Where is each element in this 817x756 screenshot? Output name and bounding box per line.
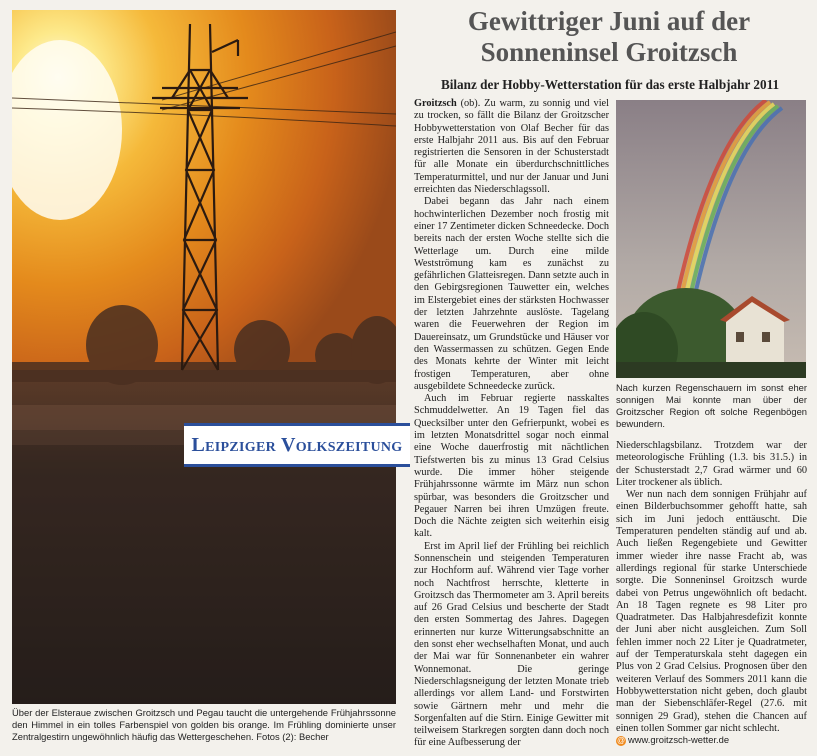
- article-subheadline: Bilanz der Hobby-Wetterstation für das erste Halbjahr 2011: [440, 77, 780, 92]
- photo2-caption: Nach kurzen Regenschauern im sonst eher sonnigen Mai konnte man über der Groitzscher Region oft solche Regenbögen bewundern.: [616, 382, 807, 429]
- dateline: Groitzsch: [414, 98, 457, 109]
- paragraph-6: Wer nun nach dem sonnigen Frühjahr auf einen Bilderbuchsommer gehofft hatte, sah sich im Juni jedoch enttäuscht. Die Temperaturen pendelten ständig auf und ab. Auch ließen Regengebiete und Gewitter immer wieder ihre nasse Fracht ab, was allerdings regional für starke Unterschiede sorgte. Die Sonneninsel Groitzsch wurde dabei von Petrus ungewöhnlich oft bedacht. An 18 Tagen regnete es 98 Liter pro Quadratmeter. Das Halbjahresdefizit konnte der Juni aber nicht ausgleichen. Zum Soll fehlen immer noch 22 Liter je Quadratmeter, auf der Temperaturskala steht dagegen ein Plus von 2 Grad Celsius. Prognosen über den weiteren Verlauf des Sommers 2011 kann die Hobbywetterstation nicht geben, doch glaubt man der Siebenschläfer-Regel (27.6. mit sonnigen 29 Grad), stehen die Chancen auf einen tollen Sommer gar nicht schlecht.: [616, 489, 807, 734]
- rainbow-photo-graphic: [616, 100, 806, 378]
- photo-rainbow: [616, 100, 806, 378]
- photo-sunset-pylon: [12, 10, 396, 704]
- newspaper-logo: [184, 423, 410, 467]
- article-column-2: [616, 440, 807, 750]
- article-column-1: [414, 98, 609, 750]
- sunset-photo-graphic: [12, 10, 396, 704]
- paragraph-4: Erst im April lief der Frühling bei reichlich Sonnenschein und steigenden Temperaturen zur Hochform auf. Während vier Tage vorher noch Nachtfrost herrschte, kletterte in Groitzsch das Thermometer am 3. April bereits auf 26 Grad Celsius und bescherte der Stadt den ersten Sommertag des Jahres. Dagegen erinnerten nur kurze Witterungsabschnitte an den sonst eher wechselhaften Monat, und auch der Mai war für Sonnenanbeter ein wahrer Wonnemonat. Die geringe Niederschlagsneigung der letzten Monate trieb allerdings vor allem Land- und Forstwirten sowie Gärtnern mehr und mehr die Sorgenfalten auf die Stirn. Einige Gewitter mit teilweisem Starkregen sorgten dann doch noch für eine Aufbesserung der: [414, 540, 609, 749]
- paragraph-1: [414, 98, 609, 196]
- photo1-caption: Über der Elsteraue zwischen Groitzsch und Pegau taucht die untergehende Frühjahrssonne den Himmel in ein tolles Farbenspiel von golden bis orange. Im Frühling dominierte unser Zentralgestirn ungewöhnlich häufig das Wettergeschehen. Fotos (2): Becher: [12, 707, 396, 742]
- website-url: www.groitzsch-wetter.de: [628, 734, 730, 745]
- logo-text: Leipziger Volkszeitung: [191, 433, 403, 456]
- paragraph-1-text: (ob). Zu warm, zu sonnig und viel zu trocken, so fällt die Bilanz der Groitzscher Hobbywetterstation von Olaf Becher für das erste Halbjahr 2011 aus. Bis auf den Februar registrierten die Sensoren in der Schusterstadt für alle Monate ein überdurchschnittliches Temperaturmittel, und nur der Januar und Juni erreichten das Niederschlagssoll.: [414, 98, 609, 196]
- website-credit: [616, 734, 729, 746]
- paragraph-3: Auch im Februar regierte nasskaltes Schmuddelwetter. An 19 Tagen fiel das Quecksilber unter den Gefrierpunkt, wobei es im letzten Monatsdrittel sogar noch einmal eine Woche dauerfrostig mit nächtlichen Tiefstwerten bis zu minus 13 Grad Celsius wurde. Die immer höher steigende Frühjahrssonne wärmte im März nun schon spürbar, was besonders die Groitzscher und Pegauer Narren bei ihren Umzügen freute. Doch die Nächte zeigten sich weiterhin eisig kalt.: [414, 393, 609, 540]
- paragraph-5: Niederschlagsbilanz. Trotzdem war der meteorologische Frühling (1.3. bis 31.5.) in der Schusterstadt 2,7 Grad wärmer und 60 Liter trockener als üblich.: [616, 440, 807, 488]
- at-icon: @: [616, 736, 626, 745]
- paragraph-2: Dabei begann das Jahr nach einem hochwinterlichen Dezember noch frostig mit einer 17 Zentimeter dicken Schneedecke. Doch bereits nach der ersten Woche stellte sich die Wetterlage um. Durch eine milde Westströmung kam es zunächst zu gefährlichen Glatteisregen. Dann setzte auch in den Gebirgsregionen Tauwetter ein, welches im Elstergebiet eines der stärksten Hochwasser der letzten Jahrzehnte auslöste. Tagelang waren die Feuerwehren der Region im Dauereinsatz, um Grundstücke und Häuser vor den Wassermassen zu schützen. Gegen Ende des Monats kehrte der Winter mit leicht frostigen Temperaturen, aber ohne ausgebildete Schneedecke zurück.: [414, 196, 609, 392]
- article-headline: Gewittriger Juni auf der Sonneninsel Groitzsch: [467, 6, 751, 67]
